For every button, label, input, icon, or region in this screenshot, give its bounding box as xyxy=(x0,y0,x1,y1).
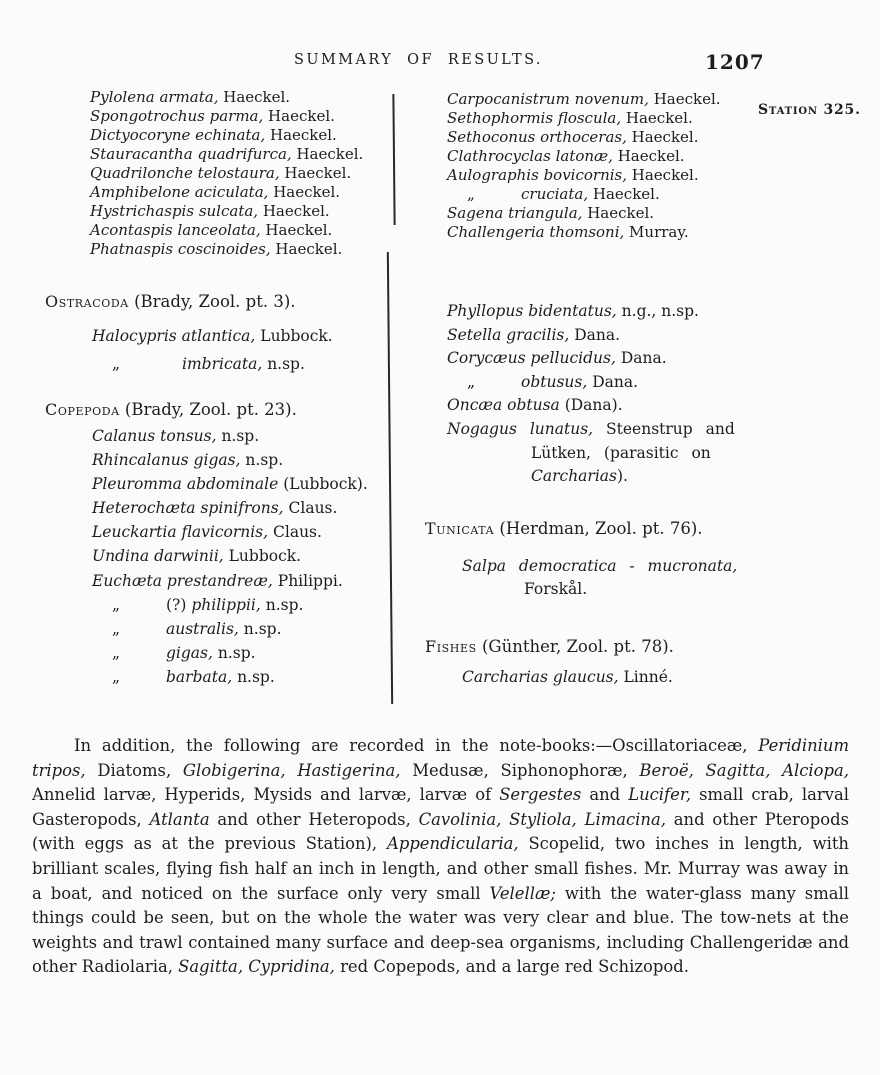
text-segment: Atlanta xyxy=(149,809,210,829)
species-entry xyxy=(92,424,368,448)
text-segment: Philippi. xyxy=(272,571,343,590)
text-segment: Calanus tonsus, xyxy=(92,427,217,445)
section-heading xyxy=(45,400,297,419)
text-segment: Leuckartia flavicornis, xyxy=(92,523,269,542)
text-segment: Pleuromma abdominale xyxy=(92,475,279,494)
text-segment: Dana. xyxy=(615,349,667,368)
text-segment: n.sp. xyxy=(240,451,284,470)
text-segment: Rhincalanus gigas, xyxy=(92,451,241,470)
species-entry xyxy=(447,109,721,128)
text-segment: „ xyxy=(112,667,121,686)
text-segment: barbata, xyxy=(166,667,233,686)
text-segment: Beroë, xyxy=(639,760,694,780)
text-segment: Fishes xyxy=(425,637,477,656)
text-segment: Styliola, xyxy=(509,809,577,829)
species-entry xyxy=(447,147,721,166)
notebook-summary-paragraph xyxy=(32,734,849,980)
section-heading xyxy=(425,519,703,538)
text-segment: „ xyxy=(112,355,121,373)
species-entry xyxy=(90,221,363,240)
text-segment: Haeckel. xyxy=(258,202,330,220)
text-segment: Lucifer, xyxy=(628,785,692,805)
text-segment: „ xyxy=(467,185,475,203)
text-segment: n.sp. xyxy=(216,427,260,445)
text-segment: Halocypris atlantica, xyxy=(92,327,256,345)
text-segment: Sagitta, xyxy=(705,760,771,780)
text-segment: Carpocanistrum novenum, xyxy=(447,90,649,108)
text-segment: Sagena triangula, xyxy=(447,204,583,222)
species-entry xyxy=(92,544,368,568)
text-segment: Forskål. xyxy=(524,580,588,598)
text-segment xyxy=(577,810,585,829)
text-segment: Appendicularia, xyxy=(386,834,519,854)
text-segment: red Copepods, and a large red Schizopod. xyxy=(334,957,689,977)
text-segment: Acontaspis lanceolata, xyxy=(90,221,261,239)
text-segment: Haeckel. xyxy=(648,90,721,108)
text-segment: australis, xyxy=(166,619,239,638)
text-segment: Corycæus pellucidus, xyxy=(447,349,616,368)
species-entry xyxy=(447,90,721,109)
species-entry xyxy=(447,185,721,204)
text-segment: Dictyocoryne echinata, xyxy=(90,126,266,144)
text-segment: Diatoms, xyxy=(85,760,183,780)
species-entry xyxy=(447,371,735,395)
text-segment: Sagitta, Cypridina, xyxy=(178,957,335,977)
text-segment: Lütken, (parasitic on xyxy=(531,443,711,462)
text-segment: Murray. xyxy=(624,223,689,241)
text-segment: Carcharias xyxy=(531,467,617,486)
text-segment: Ostracoda xyxy=(45,292,129,311)
text-segment: Setella gracilis, xyxy=(447,325,570,344)
text-segment: Quadrilonche telostaura, xyxy=(90,164,280,182)
text-segment: In addition, the following are recorded in the note-books:—Oscillatoriaceæ, xyxy=(74,736,759,755)
text-segment: Phatnaspis coscinoides, xyxy=(90,240,271,258)
section-heading-tunicata xyxy=(425,519,703,538)
species-entry xyxy=(90,202,363,221)
text-segment: Haeckel. xyxy=(279,164,352,182)
text-segment: Steenstrup and xyxy=(593,419,735,438)
text-segment: Claus. xyxy=(283,499,338,518)
text-segment: Challengeria thomsoni, xyxy=(447,223,625,241)
ostracoda-species-list xyxy=(92,322,333,378)
text-segment: Heterochæta spinifrons, xyxy=(92,499,284,518)
text-segment: Haeckel. xyxy=(265,126,337,144)
species-entry xyxy=(92,322,333,350)
species-entry xyxy=(90,240,363,259)
text-segment: gigas, xyxy=(166,643,213,662)
species-entry xyxy=(447,204,721,223)
text-segment: Lubbock. xyxy=(255,327,333,345)
text-segment: Sethophormis floscula, xyxy=(447,109,622,127)
text-segment: Haeckel. xyxy=(582,204,655,222)
species-entry xyxy=(92,520,368,544)
text-segment: Pylolena armata, xyxy=(90,88,219,106)
species-entry xyxy=(90,126,363,145)
text-segment: Lubbock. xyxy=(223,547,302,566)
text-segment: Tunicata xyxy=(425,519,495,538)
text-segment: (Brady, Zool. pt. 3). xyxy=(128,292,296,311)
text-segment: Clathrocyclas latonæ, xyxy=(447,147,613,165)
text-segment: (Günther, Zool. pt. 78). xyxy=(476,637,674,656)
species-entry xyxy=(447,166,721,185)
text-segment: Nogagus lunatus, xyxy=(447,419,594,438)
text-segment: Sergestes xyxy=(499,785,582,805)
section-heading-ostracoda xyxy=(45,292,296,311)
text-segment xyxy=(501,810,509,829)
text-segment: (Brady, Zool. pt. 23). xyxy=(119,400,297,419)
text-segment: Peridinium tripos, xyxy=(32,736,849,780)
text-segment: Medusæ, Siphonophoræ, xyxy=(400,760,640,780)
species-entry xyxy=(92,496,368,520)
column-divider-lower xyxy=(387,252,393,704)
text-segment: Annelid larvæ, Hyperids, Mysids and larvæ, larvæ of xyxy=(32,785,500,805)
species-entry xyxy=(447,418,735,442)
species-entry xyxy=(92,641,368,665)
text-segment: philippii, xyxy=(191,595,261,614)
text-segment: with the water-glass many small things could be seen, but on the whole the water was very clear and blue. The tow-nets at the weights and trawl contained many surface and deep-sea organisms, including Challengeridæ and other Radiolaria, xyxy=(32,883,849,977)
text-segment: and other Heteropods, xyxy=(209,809,419,829)
species-entry xyxy=(92,665,368,689)
text-segment: Velellæ; xyxy=(489,883,556,903)
text-segment: Haeckel. xyxy=(588,185,660,203)
text-segment: Haeckel. xyxy=(612,147,685,165)
text-segment: Euchæta prestandreæ, xyxy=(92,571,273,590)
text-segment: Haeckel. xyxy=(218,88,291,106)
text-segment: Undina darwinii, xyxy=(92,547,224,566)
page-header-title: SUMMARY OF RESULTS. xyxy=(294,52,543,68)
section-heading xyxy=(425,637,674,656)
text-segment: n.sp. xyxy=(238,619,282,638)
text-segment: Haeckel. xyxy=(291,145,364,163)
species-entry xyxy=(92,617,368,641)
text-segment: Limacina, xyxy=(584,809,666,829)
species-entry xyxy=(462,578,737,601)
text-segment: (Dana). xyxy=(559,396,623,415)
text-segment: Haeckel. xyxy=(627,166,699,184)
species-entry xyxy=(92,350,333,378)
text-segment: Haeckel. xyxy=(260,221,333,239)
text-segment: Copepoda xyxy=(45,400,120,419)
species-entry xyxy=(90,107,363,126)
text-segment: Linné. xyxy=(618,668,673,686)
text-segment: Dana. xyxy=(569,325,621,344)
text-segment: „ xyxy=(112,619,121,638)
text-segment: Alciopa, xyxy=(782,760,849,780)
text-segment: „ xyxy=(467,372,476,391)
text-segment xyxy=(286,761,298,780)
copepoda-species-list-right xyxy=(447,300,735,489)
text-segment: (Lubbock). xyxy=(278,475,368,494)
text-segment: Claus. xyxy=(268,523,322,542)
text-segment: Hystrichaspis sulcata, xyxy=(90,202,259,220)
text-segment: Scopelid, two inches in length, with brilliant scales, flying fish half an inch in length, and other small fishes. Mr. Murray was away in a boat, and noticed on the surface only very small xyxy=(32,834,849,903)
text-segment: Salpa democratica - mucronata, xyxy=(462,557,738,575)
text-segment: Oncæa obtusa xyxy=(447,396,560,415)
text-segment: n.sp. xyxy=(232,667,275,686)
text-segment: small crab, larval Gasteropods, xyxy=(32,785,849,829)
text-segment: Amphibelone aciculata, xyxy=(90,183,269,201)
text-segment: obtusus, xyxy=(521,372,588,391)
text-segment: Haeckel. xyxy=(626,128,699,146)
text-segment: Stauracantha quadrifurca, xyxy=(90,145,292,163)
copepoda-species-list xyxy=(92,424,368,689)
text-segment: Dana. xyxy=(587,372,639,391)
text-segment: Haeckel. xyxy=(621,109,693,127)
text-segment: n.g., n.sp. xyxy=(616,302,699,320)
species-entry xyxy=(447,128,721,147)
text-segment: Hastigerina, xyxy=(297,760,401,780)
species-entry xyxy=(90,164,363,183)
species-entry xyxy=(447,394,735,418)
text-segment xyxy=(770,761,782,780)
fishes-species-list xyxy=(462,665,673,689)
text-segment: n.sp. xyxy=(262,355,305,373)
species-entry xyxy=(447,442,735,466)
text-segment: Globigerina, xyxy=(182,760,286,780)
column-divider-upper xyxy=(392,94,395,225)
section-heading-fishes xyxy=(425,637,674,656)
species-entry xyxy=(92,472,368,496)
species-entry xyxy=(447,465,735,489)
species-entry xyxy=(447,324,735,348)
species-entry xyxy=(447,223,721,242)
tunicata-species-list xyxy=(462,555,737,601)
text-segment: and other Pteropods (with eggs as at the previous Station), xyxy=(32,809,849,854)
text-segment: Spongotrochus parma, xyxy=(90,107,264,125)
species-entry xyxy=(90,88,363,107)
species-entry xyxy=(462,555,737,578)
text-segment: Haeckel. xyxy=(263,107,335,125)
text-segment: (Herdman, Zool. pt. 76). xyxy=(494,519,703,538)
radiolaria-list-left xyxy=(90,88,363,259)
text-segment: ). xyxy=(616,467,628,486)
radiolaria-list-right xyxy=(447,90,721,242)
paragraph-text xyxy=(32,734,849,980)
margin-note-station: Station 325. xyxy=(758,102,861,118)
text-segment: n.sp. xyxy=(212,643,256,662)
species-entry xyxy=(90,183,363,202)
species-entry xyxy=(462,665,673,689)
species-entry xyxy=(447,300,735,324)
species-entry xyxy=(447,347,735,371)
text-segment: (?) xyxy=(166,595,192,614)
text-segment: and xyxy=(581,785,629,805)
species-entry xyxy=(92,593,368,617)
text-segment: n.sp. xyxy=(260,595,304,614)
species-entry xyxy=(90,145,363,164)
text-segment: „ xyxy=(112,643,121,662)
text-segment: imbricata, xyxy=(182,355,263,373)
section-heading-copepoda xyxy=(45,400,297,419)
species-entry xyxy=(92,448,368,472)
species-entry xyxy=(92,569,368,593)
text-segment: Cavolinia, xyxy=(418,809,502,829)
text-segment: Haeckel. xyxy=(270,240,343,258)
text-segment: Sethoconus orthoceras, xyxy=(447,128,627,146)
page-number: 1207 xyxy=(705,50,765,74)
text-segment: Haeckel. xyxy=(268,183,341,201)
text-segment: Aulographis bovicornis, xyxy=(447,166,627,184)
section-heading xyxy=(45,292,296,311)
text-segment: Carcharias glaucus, xyxy=(462,668,619,686)
text-segment: „ xyxy=(112,595,121,614)
text-segment: cruciata, xyxy=(521,185,589,203)
text-segment xyxy=(694,761,706,780)
text-segment: Phyllopus bidentatus, xyxy=(447,302,617,320)
